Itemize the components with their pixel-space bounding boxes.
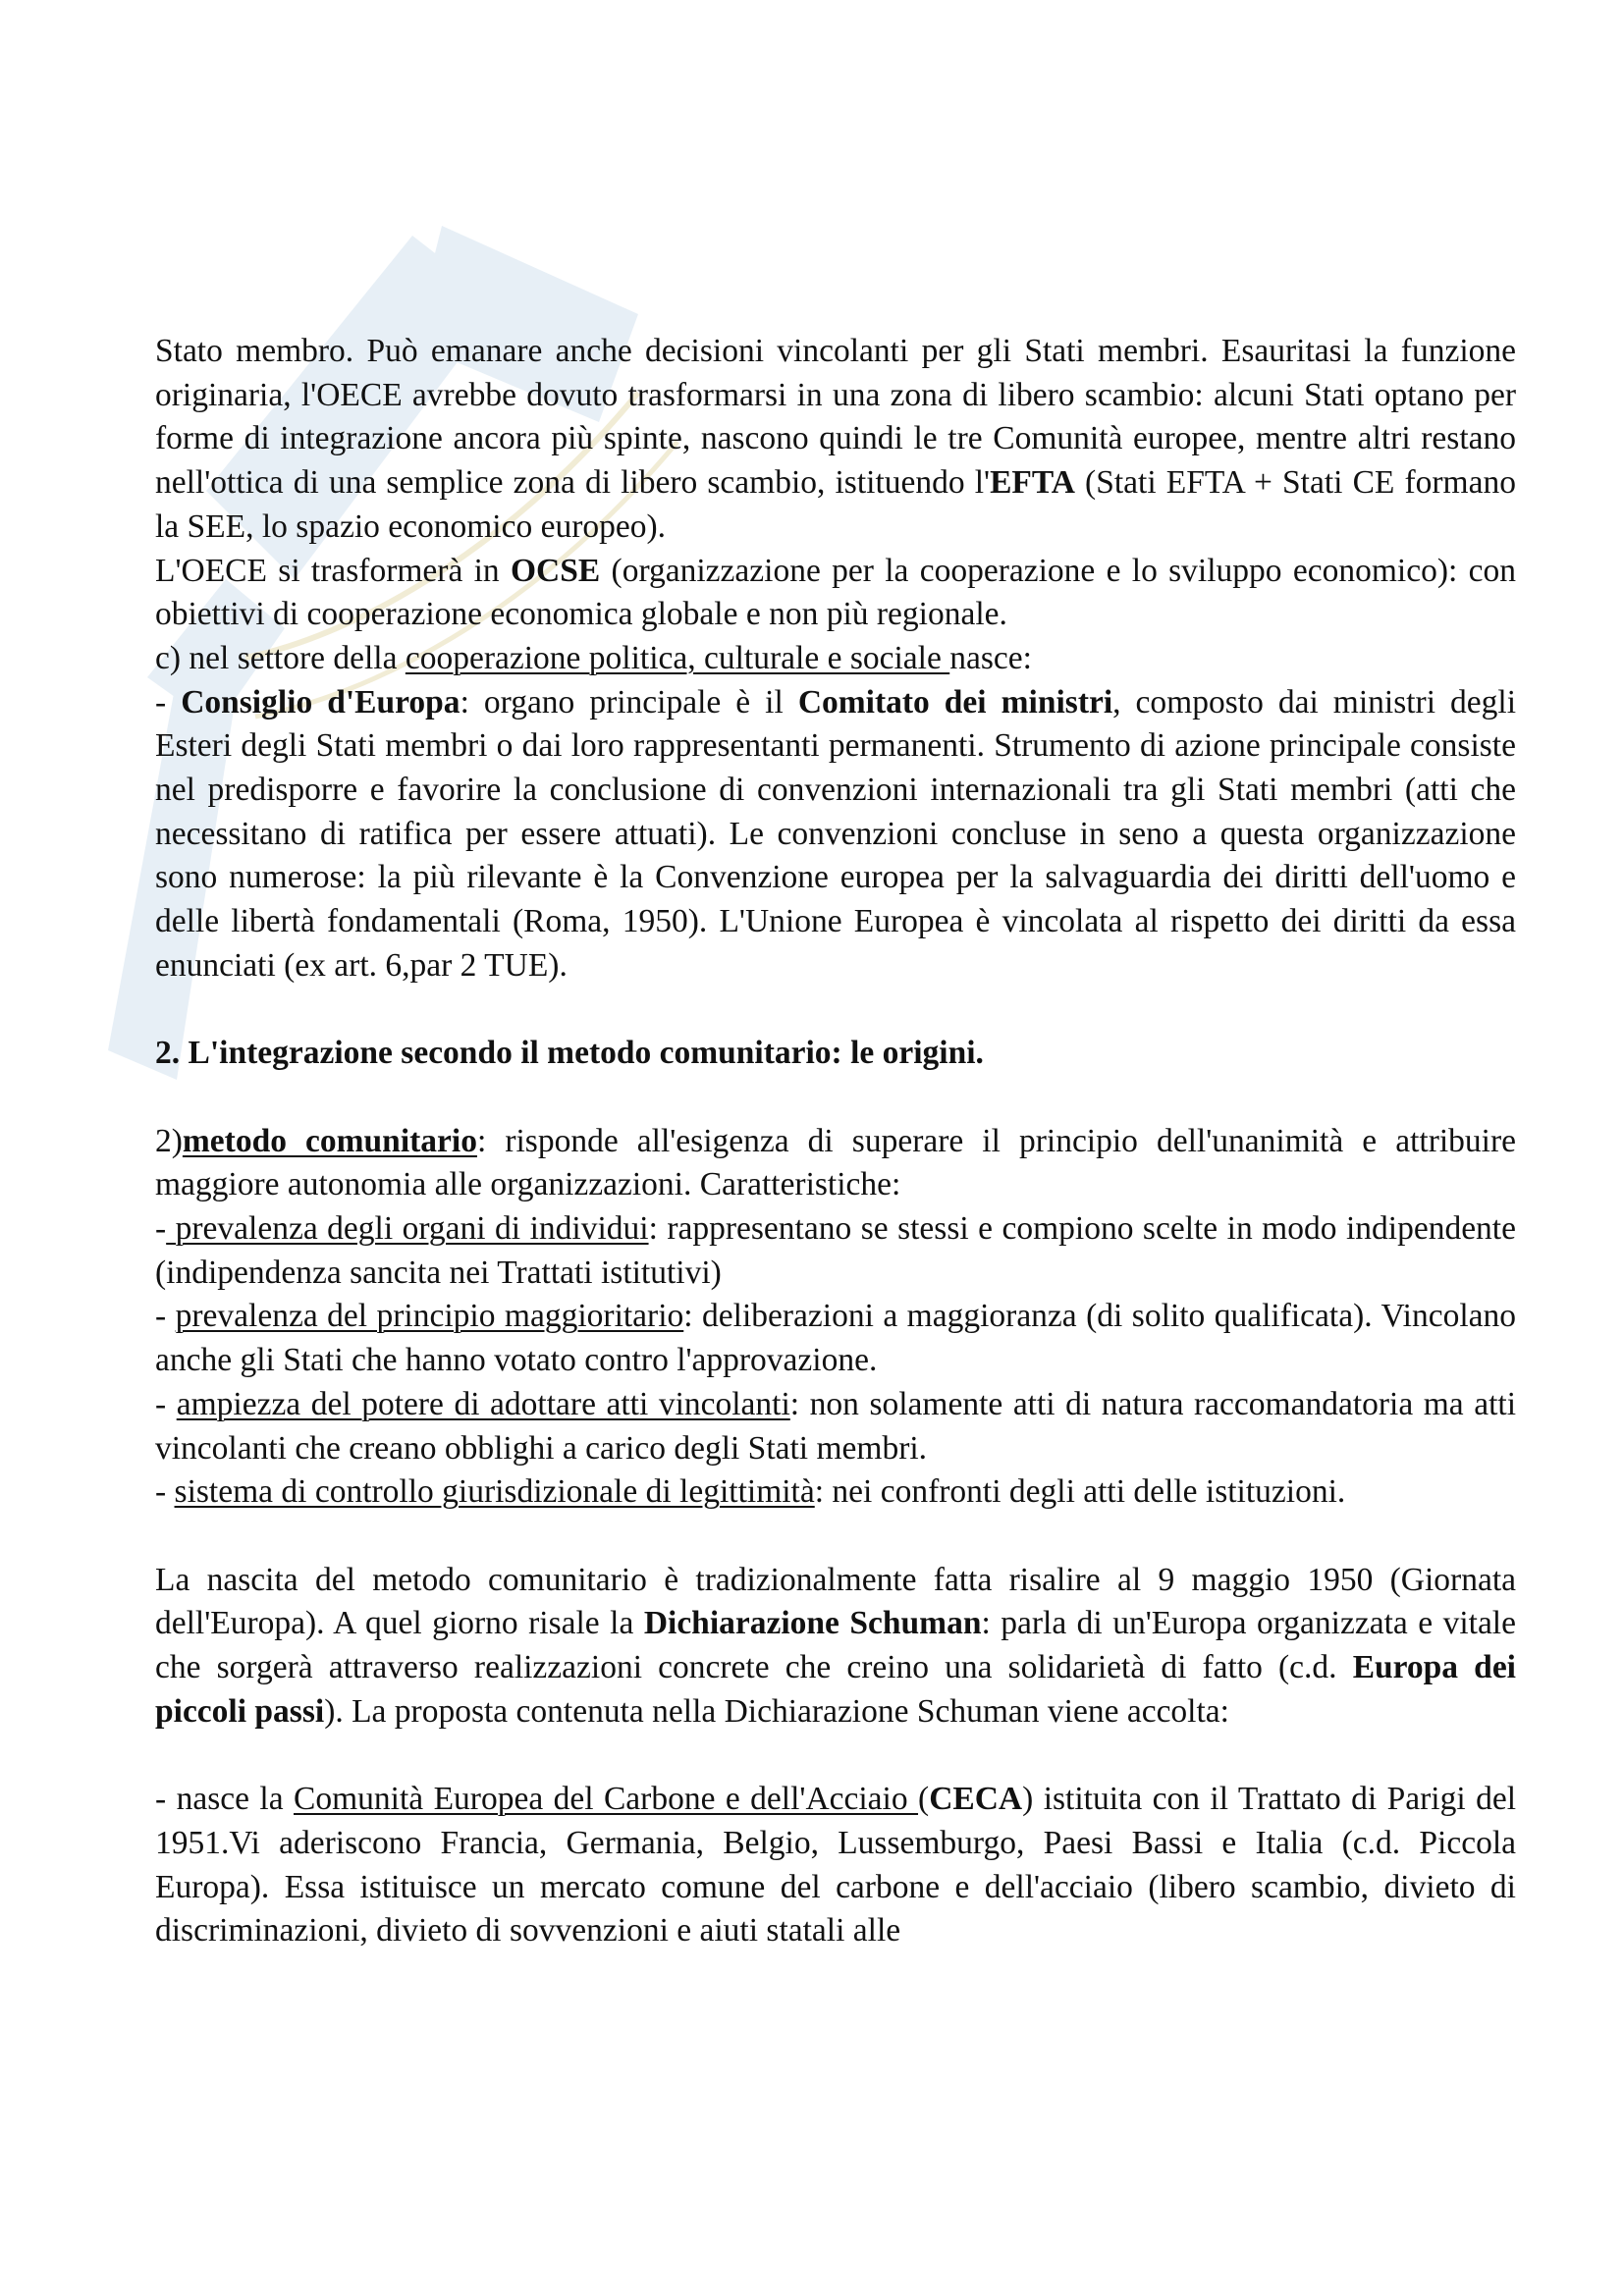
underlined-text: sistema di controllo giurisdizionale di legittimità bbox=[174, 1473, 815, 1511]
text: La nascita del metodo comunitario è tradizionalmente fatta risalire al 9 maggio 1950 (Giornata dell'Europa). A quel giorno risale la bbox=[155, 1561, 1516, 1642]
text: (organizzazione per la cooperazione e lo sviluppo economico): con obiettivi di cooperazione economica globale e non più regionale. bbox=[155, 552, 1516, 633]
underlined-text: cooperazione politica, culturale e sociale bbox=[405, 639, 950, 676]
text: - bbox=[155, 1385, 177, 1422]
spacer bbox=[155, 1515, 1516, 1559]
paragraph-consiglio-europa bbox=[155, 681, 1516, 988]
paragraph-metodo bbox=[155, 1120, 1516, 1207]
document-page bbox=[155, 330, 1516, 1953]
text: - bbox=[155, 1298, 176, 1335]
bold-ceca: CECA bbox=[929, 1781, 1023, 1818]
list-item bbox=[155, 1207, 1516, 1295]
text: : organo principale è il bbox=[460, 683, 798, 721]
text: - bbox=[155, 683, 182, 721]
bold-schuman: Dichiarazione Schuman bbox=[643, 1605, 982, 1642]
spacer bbox=[155, 988, 1516, 1033]
text: - nasce la bbox=[155, 1781, 295, 1818]
bold-efta: EFTA bbox=[990, 464, 1075, 502]
underlined-text: ampiezza del potere di adottare atti vincolanti bbox=[176, 1385, 790, 1422]
bold-consiglio: Consiglio d'Europa bbox=[181, 683, 460, 721]
text: 2) bbox=[155, 1122, 183, 1159]
text: Stato membro. Può emanare anche decisioni vincolanti per gli Stati membri. Esauritasi la funzione originaria, l'OECE avrebbe dovuto trasformarsi in una zona di libero scambio: alcuni Stati optano per forme di integrazione ancora più spinte, nascono quindi le tre Comunità europee, mentre altri restano nell'ottica di una semplice zona di libero scambio, istituendo l' bbox=[155, 333, 1516, 502]
text: : deliberazioni a maggioranza (di solito qualificata). Vincolano anche gli Stati che hanno votato contro l'approvazione. bbox=[155, 1298, 1516, 1379]
bold-comitato: Comitato dei ministri bbox=[797, 683, 1113, 721]
list-item bbox=[155, 1470, 1516, 1515]
paragraph-schuman bbox=[155, 1559, 1516, 1735]
text: (Stati EFTA + Stati CE formano la SEE, lo spazio economico europeo). bbox=[155, 464, 1516, 545]
spacer bbox=[155, 1734, 1516, 1778]
underlined-text: prevalenza del principio maggioritario bbox=[175, 1298, 684, 1335]
list-item bbox=[155, 1295, 1516, 1382]
text: : non solamente atti di natura raccomandatoria ma atti vincolanti che creano obblighi a carico degli Stati membri. bbox=[155, 1385, 1517, 1467]
underlined-text: prevalenza degli organi di individui bbox=[166, 1210, 649, 1248]
spacer bbox=[155, 1076, 1516, 1120]
section-heading: 2. L'integrazione secondo il metodo comunitario: le origini. bbox=[155, 1035, 984, 1072]
paragraph-ceca bbox=[155, 1778, 1516, 1953]
text: ( bbox=[918, 1781, 930, 1818]
text: - bbox=[155, 1210, 167, 1248]
underlined-text: Comunità Europea del Carbone e dell'Acciaio bbox=[294, 1781, 919, 1818]
text: : rappresentano se stessi e compiono scelte in modo indipendente (indipendenza sancita nei Trattati istitutivi) bbox=[155, 1210, 1516, 1291]
text: : nei confronti degli atti delle istituzioni. bbox=[814, 1473, 1346, 1511]
text: - bbox=[155, 1473, 175, 1511]
paragraph-oece bbox=[155, 330, 1516, 550]
text: nasce: bbox=[949, 639, 1032, 676]
paragraph-section-c bbox=[155, 637, 1516, 681]
text: : parla di un'Europa organizzata e vitale che sorgerà attraverso realizzazioni concrete che creino una solidarietà di fatto (c.d. bbox=[155, 1605, 1516, 1686]
bold-ocse: OCSE bbox=[511, 552, 601, 589]
text: : risponde all'esigenza di superare il principio dell'unanimità e attribuire maggiore autonomia alle organizzazioni. Caratteristiche: bbox=[155, 1122, 1516, 1203]
bold-underlined-metodo: metodo comunitario bbox=[182, 1122, 477, 1159]
bold-piccoli-passi: Europa dei piccoli passi bbox=[155, 1649, 1516, 1730]
text: c) nel settore della bbox=[155, 639, 406, 676]
paragraph-ocse bbox=[155, 550, 1516, 637]
text: ) istituita con il Trattato di Parigi del 1951.Vi aderiscono Francia, Germania, Belgio, Lussemburgo, Paesi Bassi e Italia (c.d. Piccola Europa). Essa istituisce un mercato comune del carbone e dell'acciaio (libero scambio, divieto di discriminazioni, divieto di sovvenzioni e aiuti statali alle bbox=[155, 1781, 1516, 1949]
text: , composto dai ministri degli Esteri degli Stati membri o dai loro rappresentanti permanenti. Strumento di azione principale consiste nel predisporre e favorire la conclusione di convenzioni internazionali tra gli Stati membri (atti che necessitano di ratifica per essere attuati). Le convenzioni concluse in seno a questa organizzazione sono numerose: la più rilevante è la Convenzione europea per la salvaguardia dei diritti dell'uomo e delle libertà fondamentali (Roma, 1950). L'Unione Europea è vincolata al rispetto dei diritti da essa enunciati (ex art. 6,par 2 TUE). bbox=[155, 683, 1517, 984]
text: ). La proposta contenuta nella Dichiarazione Schuman viene accolta: bbox=[324, 1692, 1229, 1730]
text: L'OECE si trasformerà in bbox=[155, 552, 511, 589]
list-item bbox=[155, 1383, 1516, 1470]
